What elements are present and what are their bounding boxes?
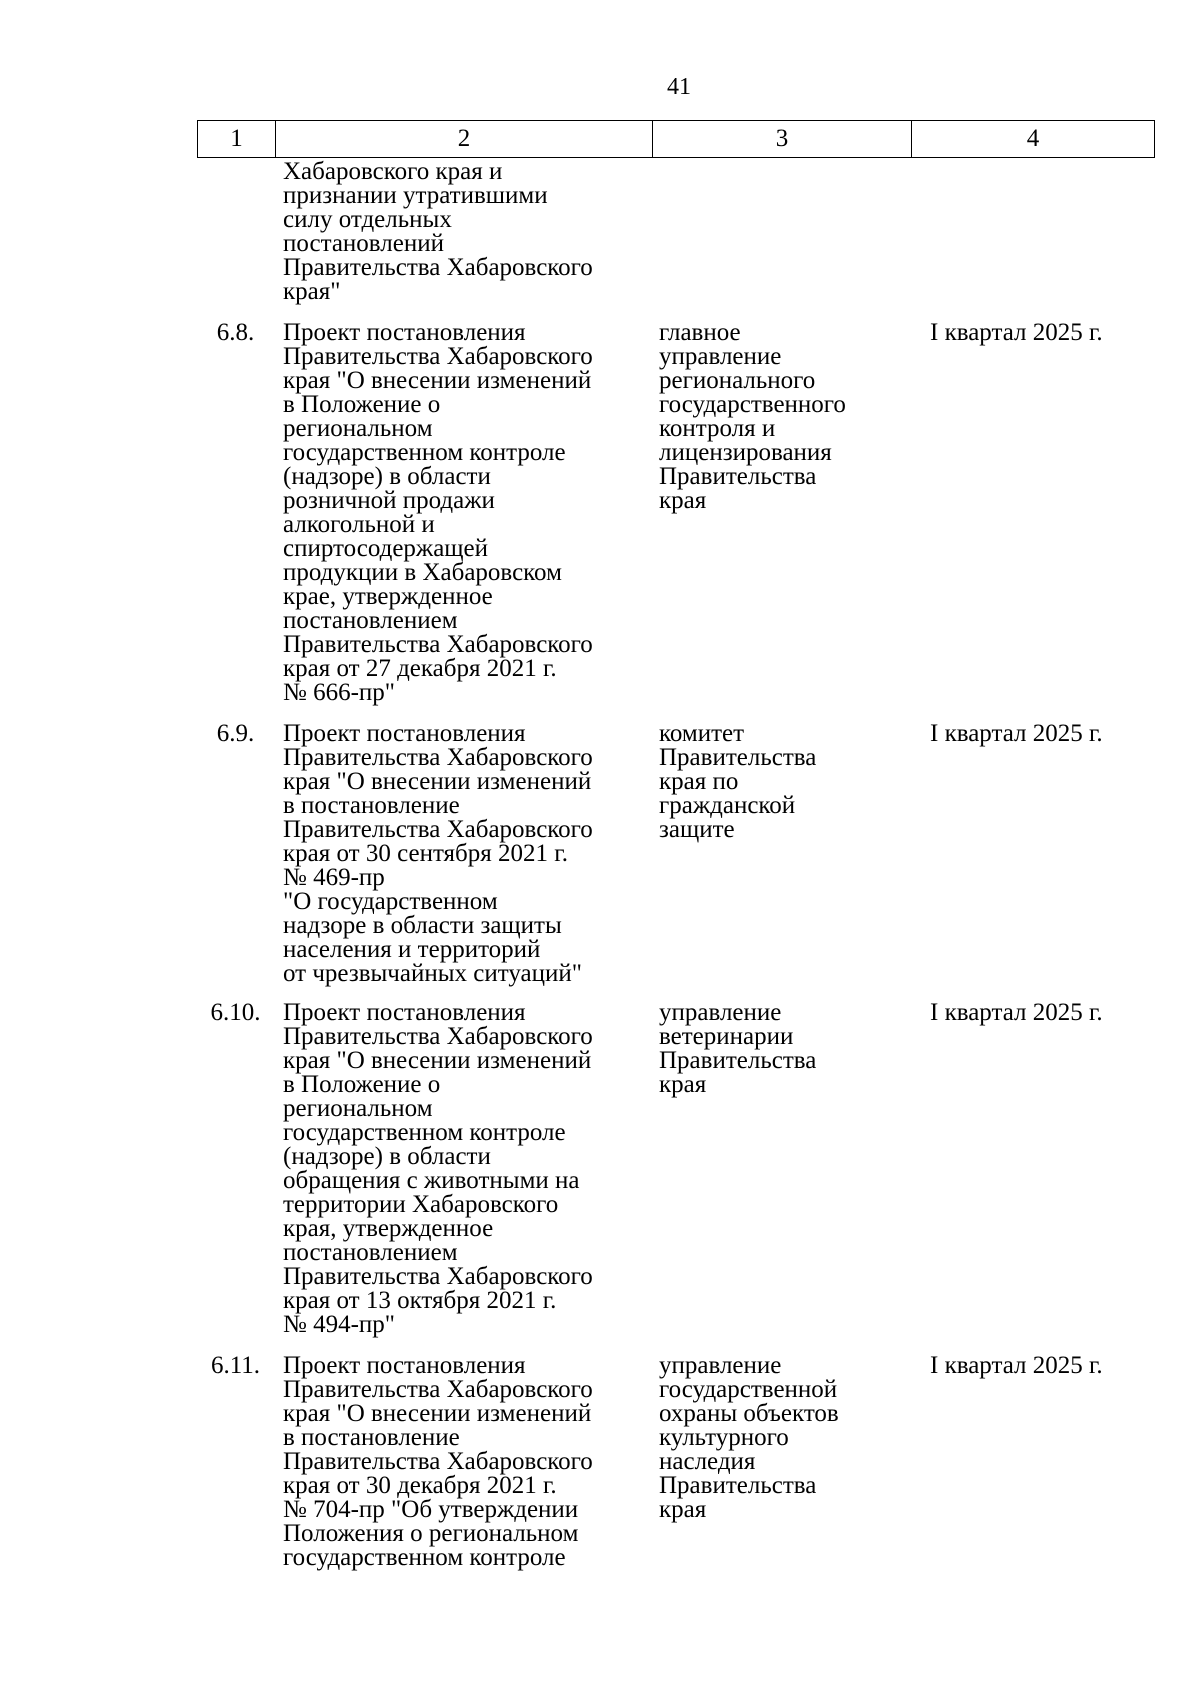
row-description: Проект постановления Правительства Хабаровского края "О внесении изменений в Положение о региональном государственном контроле (надзоре) в области розничной продажи алкогольной и спиртосодержащей продукции в Хабаровском крае, утвержденное постановлением Правительства Хабаровского края от 27 декабря 2021 г. № 666-пр" [283,319,593,706]
table-body [197,160,1154,1570]
page-number: 41 [667,74,691,100]
header-col-3: 3 [653,121,912,158]
row-term: I квартал 2025 г. [930,720,1103,747]
header-col-4: 4 [912,121,1155,158]
row-number: 6.9. [216,720,255,747]
row-description: Проект постановления Правительства Хабаровского края "О внесении изменений в Положение о региональном государственном контроле (надзоре) в области обращения с животными на территории Хабаровского края, утвержденное постановлением Правительства Хабаровского края от 13 октября 2021 г. № 494-пр" [283,999,593,1338]
table-header [197,120,1155,158]
row-term: I квартал 2025 г. [930,319,1103,346]
row-number: 6.8. [216,319,255,346]
header-col-2: 2 [276,121,653,158]
row-description: Проект постановления Правительства Хабаровского края "О внесении изменений в постановление Правительства Хабаровского края от 30 сентября 2021 г. № 469-пр "О государственном надзоре в области защиты населения и территорий от чрезвычайных ситуаций" [283,720,593,987]
row-responsible: управление ветеринарии Правительства края [659,999,817,1098]
row-description: Хабаровского края и признании утратившими силу отдельных постановлений Правительства Хабаровского края" [283,158,593,305]
table-row [197,160,1154,304]
row-number: 6.11. [210,1352,261,1379]
table-header-row [198,121,1155,158]
table-row [197,321,1154,705]
row-responsible: комитет Правительства края по гражданской защите [659,720,817,843]
row-responsible: управление государственной охраны объектов культурного наследия Правительства края [659,1352,839,1523]
row-description: Проект постановления Правительства Хабаровского края "О внесении изменений в постановление Правительства Хабаровского края от 30 декабря 2021 г. № 704-пр "Об утверждении Положения о региональном государственном контроле [283,1352,593,1571]
header-col-1: 1 [198,121,276,158]
row-term: I квартал 2025 г. [930,1352,1103,1379]
table-row [197,722,1154,986]
row-term: I квартал 2025 г. [930,999,1103,1026]
table-row [197,1354,1154,1570]
row-responsible: главное управление регионального государственного контроля и лицензирования Правительства края [659,319,846,514]
row-number: 6.10. [210,999,261,1026]
table-row [197,1001,1154,1337]
